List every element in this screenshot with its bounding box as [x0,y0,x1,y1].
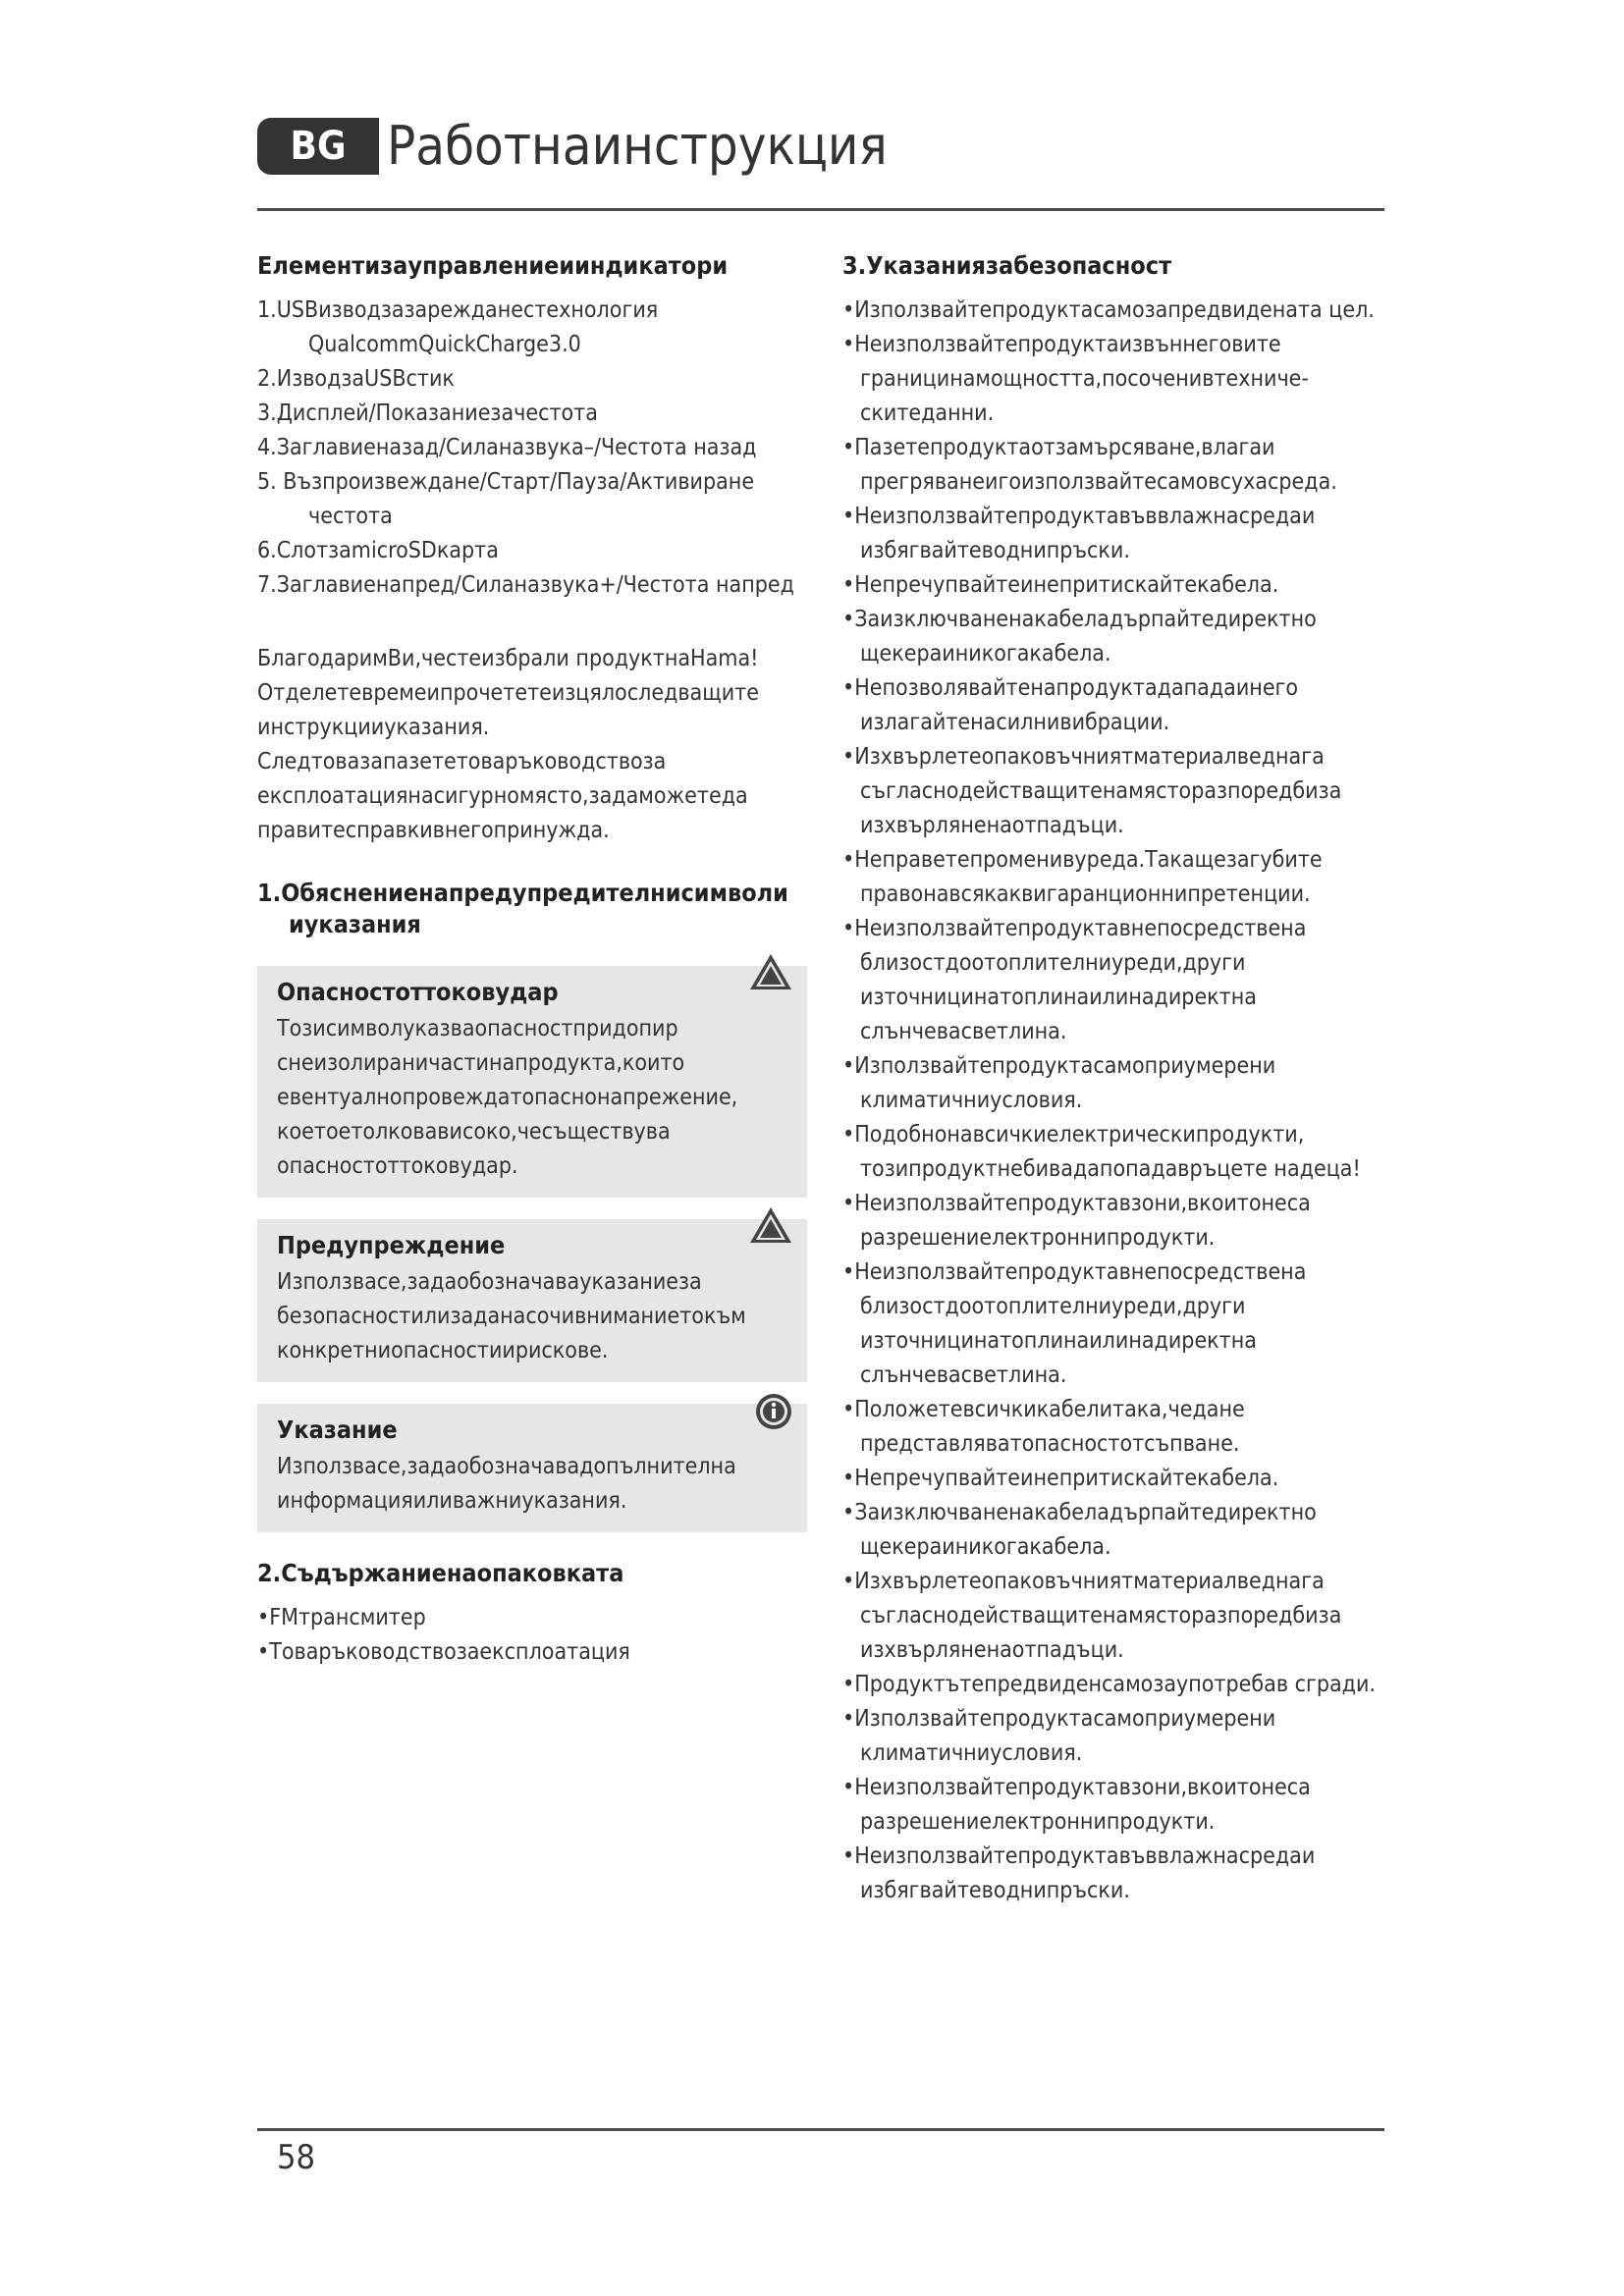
warning-box [257,1219,807,1382]
control-item-2: 2.ИзводзаUSBстик [257,366,455,392]
controls-heading: Елементизауправлениеииндикатори [257,251,729,280]
section1-heading: 1.Обяснениенапредупредителнисимволи иуказания [257,879,788,938]
list-item: •Подобнонавсичкиелектрическипродукти, тозипродуктнебивадапопадавръцете надеца! [842,1122,1361,1182]
box-title: Опасностоттоковудар [277,978,559,1006]
list-item: •FMтрансмитер [257,1605,426,1630]
section3-heading: 3.Указаниязабезопасност [842,251,1172,280]
page-title: Работнаинструкция [387,115,888,177]
list-item: •Неизползвайтепродуктавнепосредствена близостдоотоплителниуреди,други източницинатоплинаилинадиректна слънчевасветлина. [842,1259,1307,1388]
list-item: •Неизползвайтепродуктавъввлажнасредаи избягвайтеводнипръски. [842,1843,1316,1903]
list-item: •Неизползвайтепродуктавъввлажнасредаи избягвайтеводнипръски. [842,504,1316,563]
language-badge: BG [257,118,379,175]
header-rule [257,208,1384,211]
box-text: Използвасе,задаобозначавадопълнителна информацияиливажниуказания. [277,1454,736,1514]
controls-list [257,294,807,603]
control-item-5: 5. Възпроизвеждане/Старт/Пауза/Активиране честота [257,469,755,529]
footer-rule [257,2128,1384,2131]
package-contents-list [257,1601,807,1670]
intro-text [257,642,807,848]
box-title: Указание [277,1415,398,1444]
list-item: •Непречупвайтеинепритискайтекабела. [842,1466,1279,1491]
list-item: •Неправетепроменивуреда.Такащезагубите правонавсякаквигаранционнипретенции. [842,847,1323,907]
info-icon [754,1392,793,1431]
intro-paragraph-2: Отделетевремеипрочететеизцялоследващите инструкцииуказания. [257,680,759,740]
list-item: •Неизползвайтепродуктавзони,вкоитонеса разрешениелектроннипродукти. [842,1775,1311,1835]
list-item: •Товаръководствозаексплоатация [257,1639,630,1665]
intro-paragraph-3: Следтовазапазететоваръководствозa експлоатациянасигурномясто,задаможетеда правитесправкивнегопринужда. [257,749,748,843]
page-number: 58 [277,2138,315,2177]
section2-heading: 2.Съдържаниенаопаковката [257,1559,624,1587]
list-item: •Непозволявайтенапродуктадападаинего излагайтенасилнивибрации. [842,675,1299,735]
control-item-7: 7.Заглавиенапред/Силаназвука+/Честота напред [257,572,794,598]
control-item-4: 4.Заглавиеназад/Силаназвука–/Честота назад [257,435,757,460]
control-item-1: 1.USBизводзазарежданестехнология QualcommQuickCharge3.0 [257,297,659,357]
safety-instructions-list [842,294,1392,1908]
list-item: •Изхвърлетеопаковъчниятматериалведнага съгласнодействащитенамясторазпоредбиза изхвърляненаотпадъци. [842,1569,1342,1663]
left-column [257,250,807,1670]
list-item: •Положетевсичкикабелитака,чедане представляватопасностотсъпване. [842,1397,1245,1457]
note-box [257,1404,807,1532]
list-item: •Неизползвайтепродуктавзони,вкоитонеса разрешениелектроннипродукти. [842,1191,1311,1251]
list-item: •Заизключваненакабеладърпайтедиректно щекераиникогакабела. [842,1500,1317,1560]
list-item: •Неизползвайтепродуктавнепосредствена близостдоотоплителниуреди,други източницинатоплинаилинадиректна слънчевасветлина. [842,916,1307,1044]
list-item: •Пазетепродуктаотзамърсяване,влагаи прегряванеигоизползвайтесамовсухасреда. [842,435,1337,495]
right-column [842,250,1392,1908]
box-text: Използвасе,задаобозначавауказаниеза безопасностилизаданасочивниманиетокъм конкретниопасностиирискове. [277,1269,746,1363]
intro-paragraph-1: БлагодаримВи,честеизбрали продуктнаHama! [257,646,759,671]
list-item: •Използвайтепродуктасамоприумерени климатичниусловия. [842,1706,1276,1766]
warning-triangle-icon [748,1205,793,1245]
danger-electric-shock-box [257,966,807,1198]
list-item: •Продуктътепредвиденсамозаупотребав сгради. [842,1672,1376,1697]
warning-triangle-icon [748,952,793,991]
page-header [257,115,888,177]
list-item: •Използвайтепродуктасамозапредвидената цел. [842,297,1375,323]
control-item-6: 6.СлотзаmicroSDкарта [257,538,499,563]
list-item: •Заизключваненакабеладърпайтедиректно щекераиникогакабела. [842,607,1317,667]
list-item: •Използвайтепродуктасамоприумерени климатичниусловия. [842,1053,1276,1113]
control-item-3: 3.Дисплей/Показаниезачестота [257,400,598,426]
list-item: •Неизползвайтепродуктаизвъннеговите границинамощността,посоченивтехниче- скитеданни. [842,332,1309,426]
box-title: Предупреждение [277,1231,506,1259]
box-text: Тозисимволуказваопасностпридопир снеизолираничастинапродукта,които евентуалнопровеждатопаснонапрежение, коетоетолковависоко,чесъществува опасностоттоковудар. [277,1016,738,1179]
list-item: •Изхвърлетеопаковъчниятматериалведнага съгласнодействащитенамясторазпоредбиза изхвърляненаотпадъци. [842,744,1342,838]
list-item: •Непречупвайтеинепритискайтекабела. [842,572,1279,598]
